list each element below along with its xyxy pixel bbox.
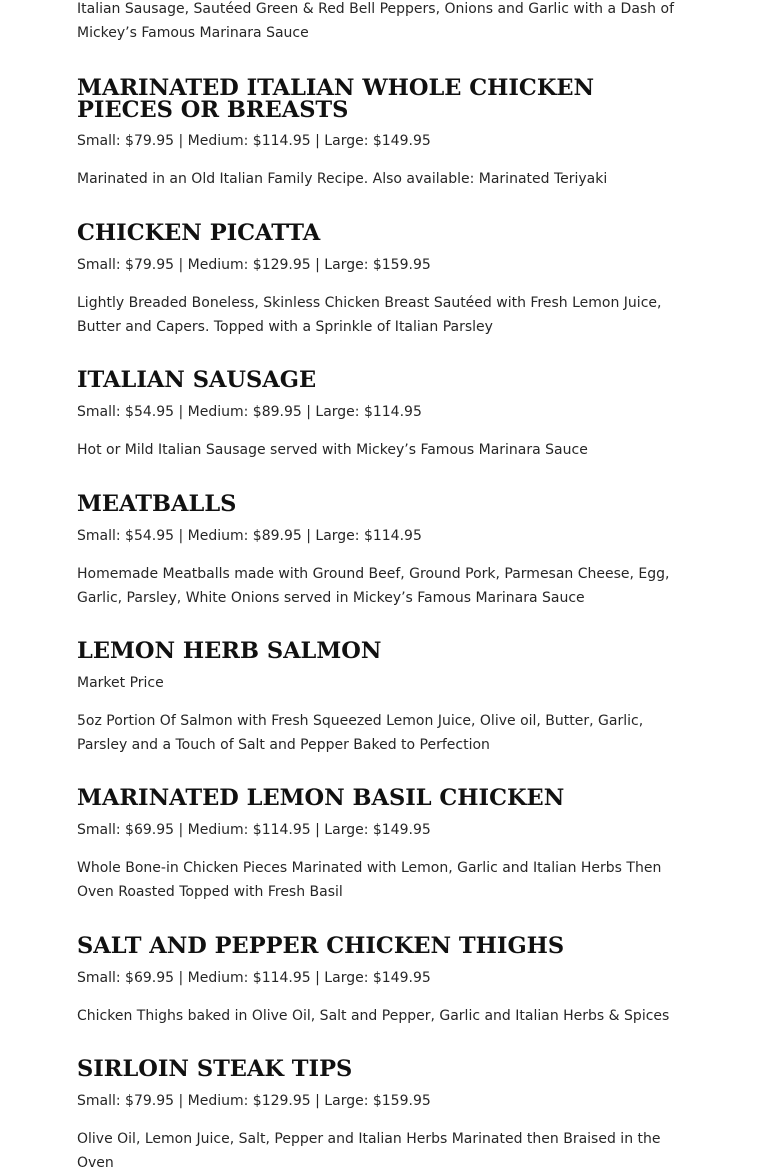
menu-item-marinated-lemon-basil-chicken [77,787,697,904]
menu-item-description: 5oz Portion Of Salmon with Fresh Squeezed Lemon Juice, Olive oil, Butter, Garlic, Parsley and a Touch of Salt and Pepper Baked to Perfection [77,713,644,753]
menu-item-price: Small: $79.95 | Medium: $129.95 | Large: $159.95 [77,257,431,273]
menu-item-italian-sausage [77,369,697,462]
menu-item-chicken-picatta [77,222,697,339]
menu-item-price: Market Price [77,675,164,691]
menu-item-meatballs [77,493,697,610]
menu-item-description: Lightly Breaded Boneless, Skinless Chicken Breast Sautéed with Fresh Lemon Juice, Butter and Capers. Topped with a Sprinkle of Italian Parsley [77,295,662,335]
menu-item-price: Small: $69.95 | Medium: $114.95 | Large: $149.95 [77,822,431,838]
menu-item-salt-pepper-chicken-thighs [77,935,697,1028]
menu-item-sirloin-steak-tips [77,1058,697,1175]
menu-item-title: MARINATED ITALIAN WHOLE CHICKEN PIECES OR BREASTS [77,75,595,123]
menu-item-title: ITALIAN SAUSAGE [77,367,317,393]
menu-item-price: Small: $54.95 | Medium: $89.95 | Large: $114.95 [77,404,422,420]
menu-item-lemon-herb-salmon [77,640,697,757]
menu-item-price: Small: $79.95 | Medium: $129.95 | Large: $159.95 [77,1093,431,1109]
menu-item-title: SALT AND PEPPER CHICKEN THIGHS [77,933,565,959]
menu-item-marinated-italian-chicken [77,77,697,191]
menu-item-title: MEATBALLS [77,491,237,517]
previous-item-continued [77,0,697,45]
menu-item-description: Olive Oil, Lemon Juice, Salt, Pepper and Italian Herbs Marinated then Braised in the Oven [77,1131,661,1171]
menu-item-price: Small: $54.95 | Medium: $89.95 | Large: $114.95 [77,528,422,544]
menu-item-description: Hot or Mild Italian Sausage served with Mickey’s Famous Marinara Sauce [77,442,588,458]
menu-item-description: Whole Bone-in Chicken Pieces Marinated with Lemon, Garlic and Italian Herbs Then Oven Roasted Topped with Fresh Basil [77,860,662,900]
menu-item-price: Small: $69.95 | Medium: $114.95 | Large: $149.95 [77,970,431,986]
menu-item-description: Marinated in an Old Italian Family Recipe. Also available: Marinated Teriyaki [77,171,608,187]
previous-item-description: Italian Sausage, Sautéed Green & Red Bell Peppers, Onions and Garlic with a Dash of Mickey’s Famous Marinara Sauce [77,1,675,41]
menu-item-title: CHICKEN PICATTA [77,220,321,246]
menu-item-description: Chicken Thighs baked in Olive Oil, Salt and Pepper, Garlic and Italian Herbs & Spices [77,1008,670,1024]
menu-item-title: MARINATED LEMON BASIL CHICKEN [77,785,565,811]
menu-item-description: Homemade Meatballs made with Ground Beef, Ground Pork, Parmesan Cheese, Egg, Garlic, Parsley, White Onions served in Mickey’s Famous Marinara Sauce [77,566,670,606]
menu-item-price: Small: $79.95 | Medium: $114.95 | Large: $149.95 [77,133,431,149]
menu-item-title: LEMON HERB SALMON [77,638,382,664]
menu-item-title: SIRLOIN STEAK TIPS [77,1056,353,1082]
